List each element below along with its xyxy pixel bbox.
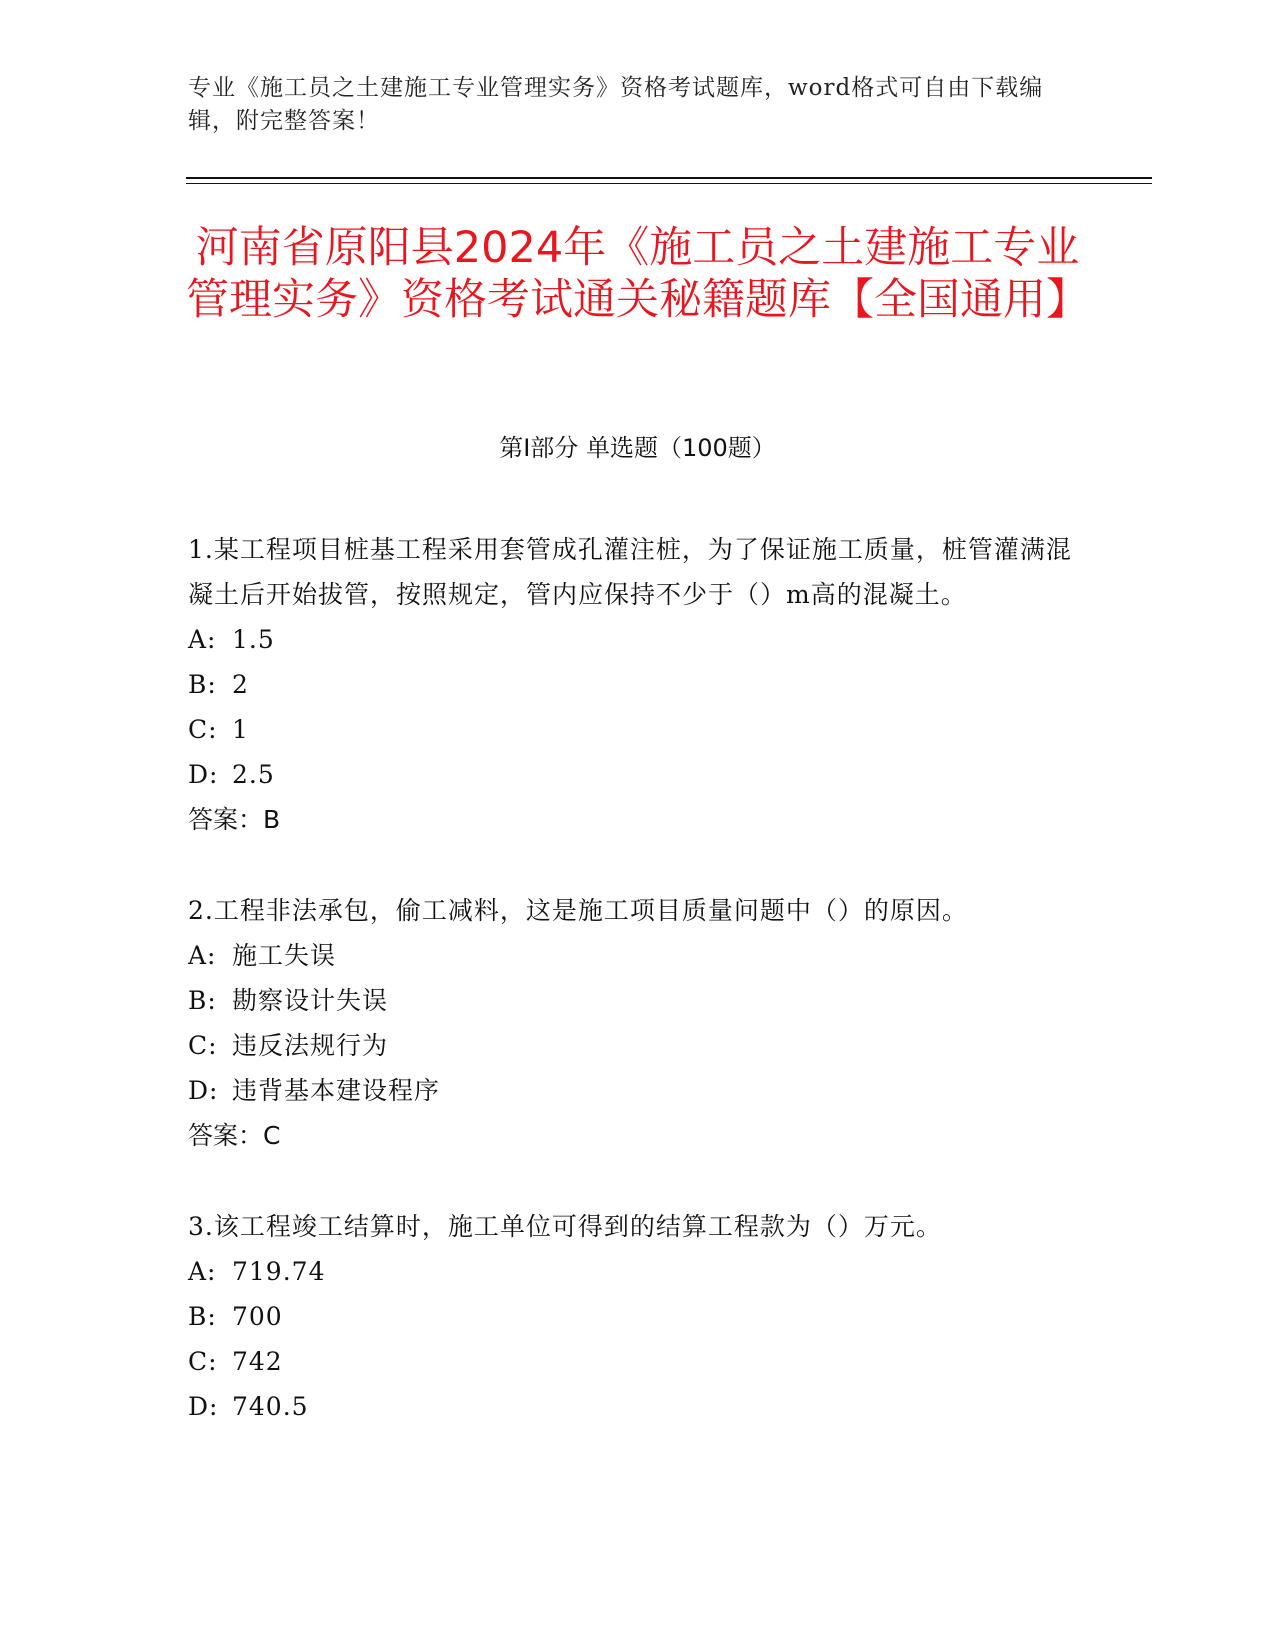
option-key: A: (188, 625, 217, 654)
question-stem: 3.该工程竣工结算时，施工单位可得到的结算工程款为（）万元。 (188, 1212, 942, 1241)
option-c (188, 707, 1088, 752)
option-b (188, 978, 1088, 1023)
option-key: A: (188, 941, 217, 970)
option-d (188, 1068, 1088, 1113)
option-text: 740.5 (232, 1392, 309, 1421)
option-text: 勘察设计失误 (232, 986, 389, 1015)
option-text: 违背基本建设程序 (232, 1076, 441, 1105)
option-c (188, 1023, 1088, 1068)
option-text: 1.5 (232, 625, 275, 654)
option-text: 施工失误 (232, 941, 337, 970)
option-key: A: (188, 1257, 217, 1286)
option-text: 700 (232, 1302, 283, 1331)
document-title: 河南省原阳县2024年《施工员之土建施工专业管理实务》资格考试通关秘籍题库【全国通用】 (186, 223, 1089, 325)
option-text: 违反法规行为 (232, 1031, 389, 1060)
question-3 (188, 1204, 1088, 1429)
header-divider-thick (186, 177, 1152, 179)
option-key: B: (188, 670, 217, 699)
header-note: 专业《施工员之土建施工专业管理实务》资格考试题库，word格式可自由下载编辑，附完整答案！ (188, 75, 1044, 134)
option-key: D: (188, 1076, 219, 1105)
question-stem: 1.某工程项目桩基工程采用套管成孔灌注桩，为了保证施工质量，桩管灌满混凝土后开始拔管，按照规定，管内应保持不少于（）m高的混凝土。 (188, 535, 1072, 609)
option-key: D: (188, 760, 219, 789)
option-key: C: (188, 1031, 218, 1060)
question-stem: 2.工程非法承包，偷工减料，这是施工项目质量问题中（）的原因。 (188, 896, 968, 925)
question-2 (188, 888, 1088, 1158)
answer-line: 答案：C (188, 1121, 281, 1150)
option-key: C: (188, 1347, 218, 1376)
question-1 (188, 527, 1088, 842)
option-d (188, 752, 1088, 797)
option-a (188, 617, 1088, 662)
header-divider-thin (186, 183, 1152, 184)
option-b (188, 662, 1088, 707)
option-text: 2 (232, 670, 249, 699)
option-text: 719.74 (232, 1257, 326, 1286)
answer-line: 答案：B (188, 805, 281, 834)
option-key: C: (188, 715, 218, 744)
option-text: 1 (232, 715, 249, 744)
option-text: 2.5 (232, 760, 275, 789)
option-key: D: (188, 1392, 219, 1421)
option-d (188, 1384, 1088, 1429)
section-heading: 第I部分 单选题（100题） (499, 434, 776, 462)
option-c (188, 1339, 1088, 1384)
question-list (188, 527, 1088, 1475)
option-text: 742 (232, 1347, 283, 1376)
option-a (188, 933, 1088, 978)
option-key: B: (188, 986, 217, 1015)
option-a (188, 1249, 1088, 1294)
option-key: B: (188, 1302, 217, 1331)
option-b (188, 1294, 1088, 1339)
